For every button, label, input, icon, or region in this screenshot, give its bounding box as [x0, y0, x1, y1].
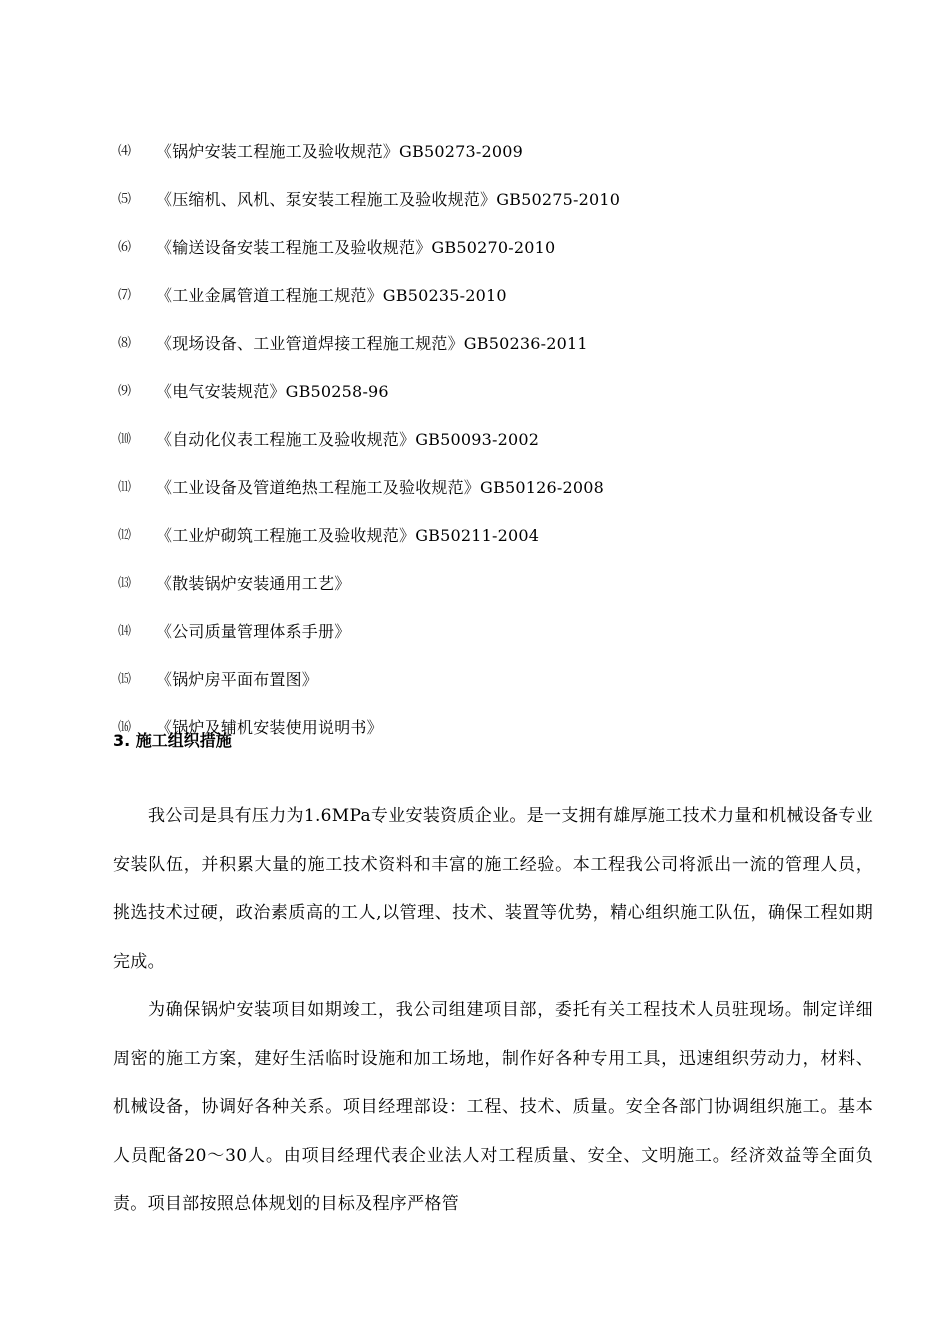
- list-item-text: 《散装锅炉安装通用工艺》: [156, 574, 351, 593]
- list-item-text: 《工业设备及管道绝热工程施工及验收规范》GB50126-2008: [156, 478, 604, 497]
- list-item: [118, 272, 620, 320]
- list-item: [118, 608, 620, 656]
- list-item-text: 《输送设备安装工程施工及验收规范》GB50270-2010: [156, 238, 556, 257]
- reference-list: [118, 128, 620, 752]
- section-heading: 3. 施工组织措施: [113, 731, 232, 750]
- list-item-text: 《自动化仪表工程施工及验收规范》GB50093-2002: [156, 430, 540, 449]
- list-item: [118, 128, 620, 176]
- list-item: [118, 176, 620, 224]
- list-item-number: ⑾: [118, 480, 132, 495]
- list-item: [118, 224, 620, 272]
- list-item-text: 《锅炉安装工程施工及验收规范》GB50273-2009: [156, 142, 523, 161]
- list-item-number: ⑺: [118, 288, 132, 303]
- list-item-text: 《工业金属管道工程施工规范》GB50235-2010: [156, 286, 507, 305]
- list-item-number: ⑷: [118, 144, 132, 159]
- list-item-text: 《现场设备、工业管道焊接工程施工规范》GB50236-2011: [156, 334, 588, 353]
- list-item-number: ⑹: [118, 240, 132, 255]
- list-item-number: ⒂: [118, 672, 132, 687]
- list-item-number: ⒁: [118, 624, 132, 639]
- list-item-text: 《锅炉及辅机安装使用说明书》: [156, 718, 383, 737]
- list-item: [118, 368, 620, 416]
- list-item: [118, 416, 620, 464]
- list-item-number: ⑻: [118, 336, 132, 351]
- body-paragraph: 我公司是具有压力为1.6MPa专业安装资质企业。是一支拥有雄厚施工技术力量和机械设备专业安装队伍，并积累大量的施工技术资料和丰富的施工经验。本工程我公司将派出一流的管理人员，挑选技术过硬，政治素质高的工人,以管理、技术、装置等优势，精心组织施工队伍，确保工程如期完成。: [113, 806, 873, 972]
- list-item-number: ⑽: [118, 432, 132, 447]
- list-item-number: ⑼: [118, 384, 132, 399]
- list-item: [118, 656, 620, 704]
- list-item-number: ⒃: [118, 720, 132, 735]
- list-item-text: 《公司质量管理体系手册》: [156, 622, 351, 641]
- list-item-text: 《工业炉砌筑工程施工及验收规范》GB50211-2004: [156, 526, 540, 545]
- list-item-text: 《锅炉房平面布置图》: [156, 670, 319, 689]
- list-item-number: ⒀: [118, 576, 132, 591]
- list-item: [118, 512, 620, 560]
- list-item: [118, 464, 620, 512]
- list-item: [118, 560, 620, 608]
- list-item-number: ⑿: [118, 528, 132, 543]
- body-paragraph: 为确保锅炉安装项目如期竣工，我公司组建项目部，委托有关工程技术人员驻现场。制定详细周密的施工方案，建好生活临时设施和加工场地，制作好各种专用工具，迅速组织劳动力，材料、机械设备，协调好各种关系。项目经理部设：工程、技术、质量。安全各部门协调组织施工。基本人员配备20～30人。由项目经理代表企业法人对工程质量、安全、文明施工。经济效益等全面负责。项目部按照总体规划的目标及程序严格管: [113, 1000, 873, 1214]
- list-item-number: ⑸: [118, 192, 132, 207]
- list-item-text: 《压缩机、风机、泵安装工程施工及验收规范》GB50275-2010: [156, 190, 621, 209]
- list-item: [118, 320, 620, 368]
- list-item-text: 《电气安装规范》GB50258-96: [156, 382, 389, 401]
